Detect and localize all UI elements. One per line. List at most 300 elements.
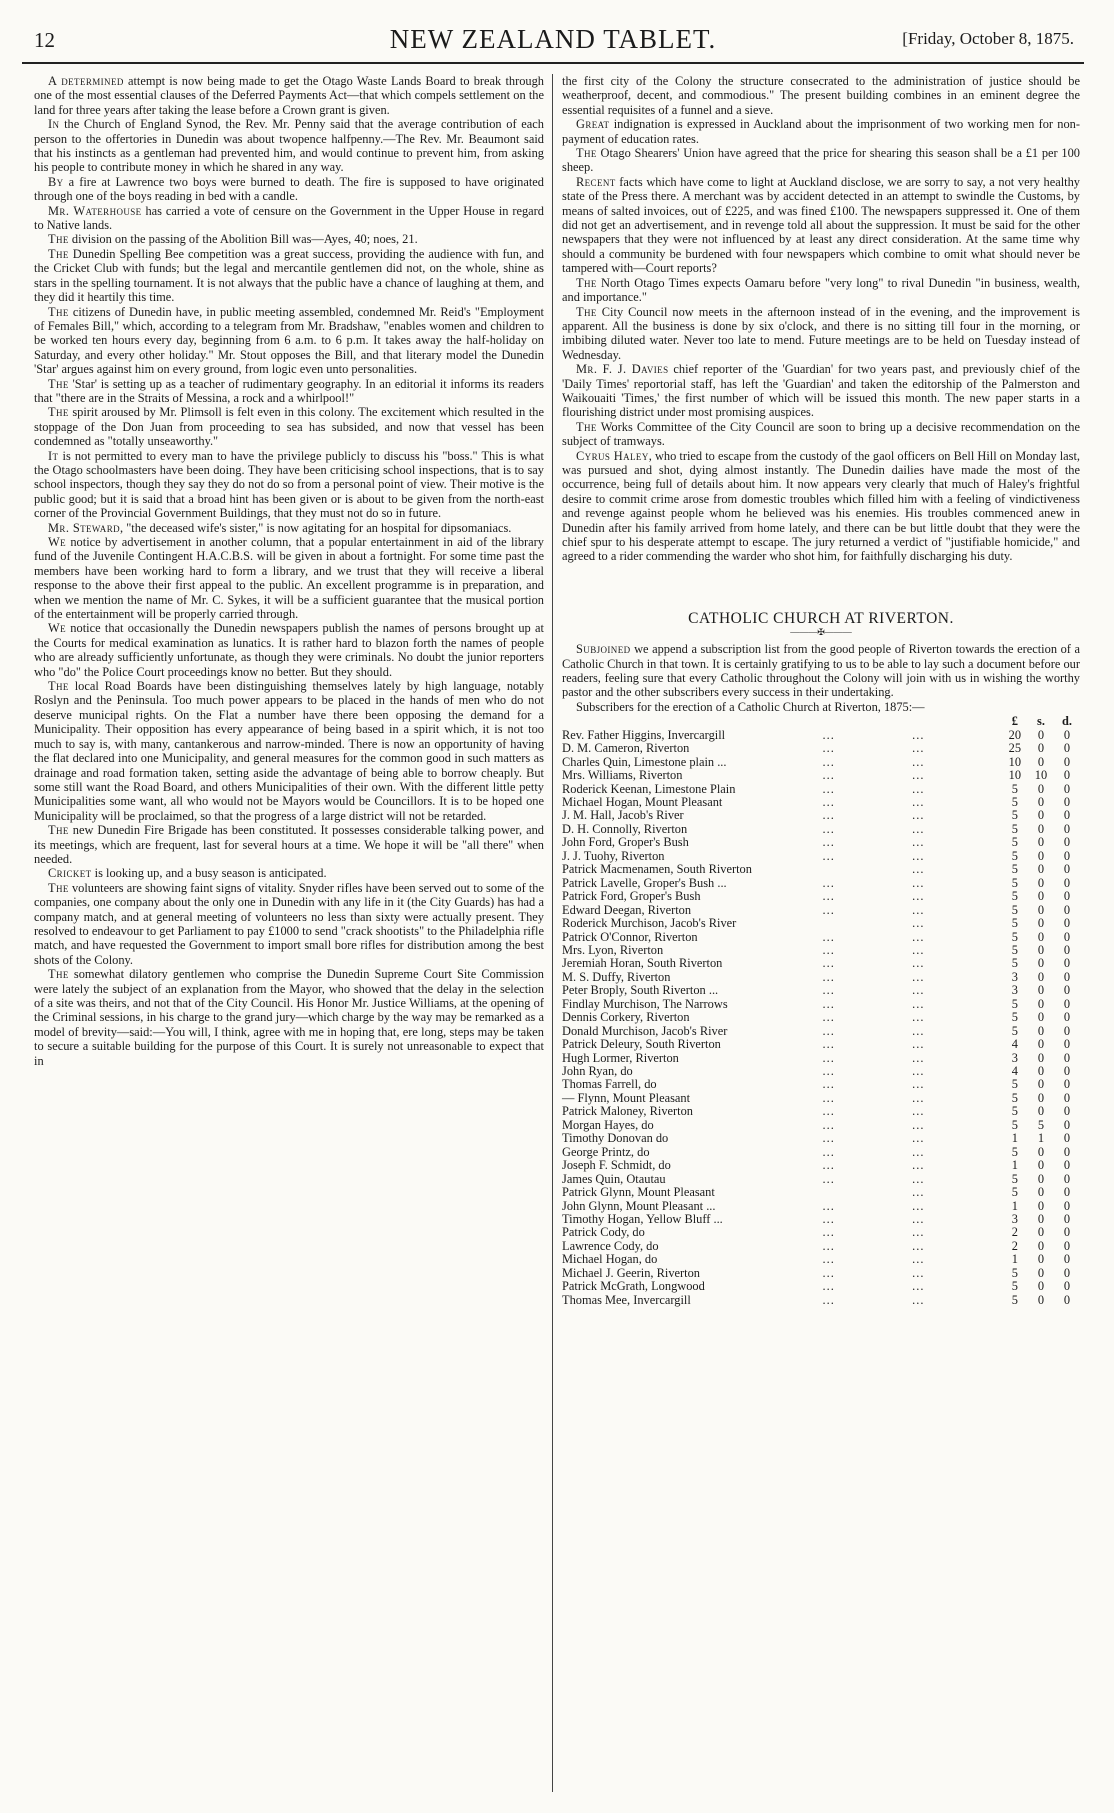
leader-dots: ... [912,781,925,796]
amount-pounds: 1 [1011,1198,1018,1213]
paragraph-text: , "the deceased wife's sister," is now agitating for an hospital for dipsomaniacs. [120,520,512,535]
subscriber-row [562,809,1080,822]
left-column [34,74,544,1792]
amount-pence: 0 [1063,835,1071,850]
amount-pence: 0 [1063,969,1071,984]
paragraph-text: division on the passing of the Abolition Bill was—Ayes, 40; noes, 21. [68,232,418,247]
paragraph-lead: The [48,405,69,420]
masthead-rule [22,62,1084,64]
shillings-header: s. [1037,714,1045,729]
newspaper-title: NEW ZEALAND TABLET. [389,24,717,54]
amount-pence: 0 [1063,1252,1071,1267]
subscriber-name: Thomas Mee, Invercargill [562,1292,691,1307]
amount-pence: 0 [1063,1144,1071,1159]
subscriber-name: Patrick Ford, Groper's Bush [562,889,701,904]
paragraph-text: somewhat dilatory gentlemen who comprise the Dunedin Supreme Court Site Commission were lately the subject of an explanation from the Mayor, who showed that the delay in the selection of a site was theirs, and not that of the City Council. His Honor Mr. Justice Williams, at the opening of the Criminal sessions, in his charge to the grand jury—which charge by the way may be remarked as a model of brevity—said:—You will, I think, agree with me in hoping that, ere long, steps may be taken to secure a suitable building for the purpose of this Court. It is surely not unreasonable to expect that in [34,967,544,1068]
subscriber-name: Edward Deegan, Riverton [562,902,692,917]
amount-pounds: 1 [1011,1158,1018,1173]
amount-pence: 0 [1063,821,1071,836]
leader-dots: ... [822,1252,835,1267]
subscriber-row [562,1173,1080,1186]
leader-dots: ... [912,794,925,809]
paragraph-lead: Mr. Steward [48,520,121,535]
amount-shillings: 0 [1037,1185,1045,1200]
subscriber-name: Rev. Father Higgins, Invercargill [562,727,726,742]
amount-pence: 0 [1063,1010,1071,1025]
subscriber-name: John Ford, Groper's Bush [562,835,689,850]
amount-pounds: 1 [1011,1252,1018,1267]
subscriber-name: J. M. Hall, Jacob's River [562,808,684,823]
subscriber-row [562,1253,1080,1266]
leader-dots: ... [912,916,925,931]
heading-ornament: ———✠——— [790,627,852,638]
leader-dots: ... [822,929,835,944]
leader-dots [823,863,913,876]
leader-dots: ... [912,1117,925,1132]
subscriber-row [562,944,1080,957]
amount-shillings: 1 [1037,1131,1045,1146]
subscriber-name: Mrs. Williams, Riverton [562,768,683,783]
amount-pence: 0 [1063,727,1071,742]
amount-pounds: 20 [1008,727,1022,742]
amount-pounds: 5 [1011,889,1018,904]
amount-shillings: 0 [1037,875,1045,890]
leader-dots: ... [912,848,925,863]
subscriber-name: — Flynn, Mount Pleasant [562,1090,691,1105]
amount-pounds: 5 [1011,1104,1018,1119]
paragraph-text: notice by advertisement in another column, that a popular entertainment in aid of the library fund of the Juvenile Contingent H.A.C.B.S. will be given in about a fortnight. For some time past the members have been working hard to form a library, and we trust that they will receive a liberal response to the above their first appeal to the public. An excellent programme is in preparation, and when we mention the name of Mr. C. Sykes, it will be a sufficient guarantee that the musical portion of the entertainment will be properly carried through. [34,535,544,622]
amount-pounds: 5 [1011,916,1018,931]
amount-shillings: 0 [1037,1212,1045,1227]
amount-pence: 0 [1063,848,1071,863]
paragraph-text: notice that occasionally the Dunedin newspapers publish the names of persons brought up at the Courts for medical examination as lunatics. It is rather hard to blazon forth the names of people who are already sufficiently unfortunate, as though they were criminals. No doubt the junior reporters who "do" the Police Court proceedings know no better. But they should. [34,621,544,679]
subscriber-row [562,877,1080,890]
paragraph [34,967,544,1068]
leader-dots: ... [912,1010,925,1025]
pence-header: d. [1062,714,1073,729]
leader-dots: ... [912,1225,925,1240]
paragraph-lead: A determined [48,74,124,88]
leader-dots: ... [912,1198,925,1213]
amount-pence: 0 [1063,956,1071,971]
leader-dots: ... [912,875,925,890]
subscriber-row [562,1025,1080,1038]
paragraph [34,866,544,880]
subscriber-row [562,850,1080,863]
amount-pence: 0 [1063,1225,1071,1240]
paragraph [34,881,544,967]
leader-dots: ... [822,942,835,957]
amount-pounds: 5 [1011,835,1018,850]
subscriber-name: Patrick McGrath, Longwood [562,1279,705,1294]
paragraph [34,117,544,175]
paragraph-text: City Council now meets in the afternoon instead of in the evening, and the improvement is apparent. All the business is done by six o'clock, and there is no sitting till four in the morning, or imbibing diluted water. Never too late to mend. Future meetings are to be held on Tuesday instead of Wednesday. [562,304,1080,362]
subscriber-row [562,1186,1080,1199]
leader-dots: ... [822,1104,835,1119]
amount-pence: 0 [1063,768,1071,783]
paragraph-text: indignation is expressed in Auckland about the imprisonment of two working men for non-payment of education rates. [562,117,1080,146]
leader-dots: ... [822,1292,835,1307]
amount-pounds: 5 [1011,1010,1018,1025]
paragraph-lead: The [48,376,69,391]
leader-dots: ... [822,1090,835,1105]
leader-dots: ... [822,1225,835,1240]
paragraph-text: has carried a vote of censure on the Government in the Upper House in regard to Native lands. [34,203,544,233]
subscriber-name: Michael Hogan, do [562,1252,658,1267]
leader-dots: ... [822,983,835,998]
paragraph-text: new Dunedin Fire Brigade has been constituted. It possesses considerable talking power, and its meetings, which are frequent, last for several hours at a time. We hope it will be "all there" when needed. [34,823,544,866]
amount-pounds: 5 [1011,942,1018,957]
paragraph-lead: The [576,146,597,161]
subscriber-row [562,1011,1080,1024]
leader-dots: ... [822,1265,835,1280]
leader-dots: ... [822,835,835,850]
leader-dots: ... [912,1090,925,1105]
leader-dots: ... [912,808,925,823]
paragraph-text: , who tried to escape from the custody of the gaol officers on Bell Hill on Monday last, was pursued and shot, dying almost instantly. The Dunedin dailies have made the most of the occurrence, being full of details about him. It now appears very clearly that much of Haley's frightful desire to commit crime arose from domestic troubles which filled him with a feeling of vindictiveness and revenge against people whom he believed was his enemies. His troubles commenced anew in Dunedin after his family arrived from home lately, and there can be but little doubt that they were the chief spur to his desperate attempt to escape. The jury returned a verdict of "justifiable homicide," and agreed to a rider commending the warder who shot him, for faithfully discharging his duty. [562,448,1080,564]
pounds-header: £ [1011,714,1018,729]
paragraph [562,305,1080,363]
leader-dots: ... [822,1010,835,1025]
paragraph-lead: The [576,275,597,290]
newspaper-page [22,22,1084,1792]
leader-dots: ... [822,1198,835,1213]
amount-shillings: 0 [1037,1023,1045,1038]
amount-shillings: 0 [1037,727,1045,742]
paragraph [34,175,544,204]
amount-pounds: 5 [1011,781,1018,796]
amount-shillings: 0 [1037,969,1045,984]
paragraph-text: local Road Boards have been distinguishing themselves lately by high language, notably Roslyn and the Peninsula. Too much power appears to be placed in the hands of men who do not deserve municipal rights. On the Flat a number have there been opposing the demand for a Municipality. Their opposition has every appearance of being based in a spirit which, it is not too much to say is, with many, cantankerous and narrow-minded. There is now an opportunity of having the flat declared into one Municipality, and general measures for the common good in such matters as drainage and road formation taken, setting aside the advantage of being able to borrow cheaply. But some still want the Road Board, and others Municipalities of their own. With the different little petty Municipalities some want, all who would not be Mayors would be Councillors. It is to be hoped one Municipality will be proclaimed, so that the progress of a large district will not be retarded. [34,679,544,823]
amount-pounds: 5 [1011,996,1018,1011]
paragraph-lead: The [576,304,597,319]
currency-header-row [562,715,1080,728]
leader-dots: ... [912,1265,925,1280]
subscriber-list-title: Subscribers for the erection of a Catholic Church at Riverton, 1875:— [576,699,925,714]
paragraph [34,74,544,117]
paragraph-text: chief reporter of the 'Guardian' for two years past, and previously chief of the 'Daily Times' reportorial staff, has left the 'Guardian' and taken the editorship of the Palmerston and Waikouaiti 'Times,' the first number of which will be issued this month. The new paper starts in a flourishing district under most promising auspices. [562,362,1080,420]
subscriber-name: Roderick Murchison, Jacob's River [562,916,737,931]
leader-dots: ... [912,1131,925,1146]
subscriber-row [562,863,1080,876]
leader-dots: ... [822,1158,835,1173]
subscriber-row [562,1240,1080,1253]
amount-pounds: 10 [1008,754,1022,769]
amount-shillings: 0 [1037,1144,1045,1159]
leader-dots: ... [912,929,925,944]
amount-pence: 0 [1063,754,1071,769]
amount-pounds: 5 [1011,794,1018,809]
leader-dots: ... [912,1077,925,1092]
leader-dots: ... [822,889,835,904]
amount-shillings: 0 [1037,848,1045,863]
right-column [562,74,1080,1792]
leader-dots: ... [822,794,835,809]
paragraph [34,377,544,406]
amount-shillings: 0 [1037,1090,1045,1105]
subscriber-row [562,1052,1080,1065]
amount-pence: 0 [1063,942,1071,957]
amount-shillings: 0 [1037,835,1045,850]
amount-pounds: 5 [1011,875,1018,890]
amount-shillings: 0 [1037,808,1045,823]
leader-dots: ... [822,1077,835,1092]
amount-pence: 0 [1063,808,1071,823]
paragraph [34,305,544,377]
amount-pence: 0 [1063,983,1071,998]
columns [22,74,1084,1792]
subscriber-row [562,1146,1080,1159]
subscriber-name: D. H. Connolly, Riverton [562,821,688,836]
leader-dots: ... [912,1252,925,1267]
paragraph-lead: The [48,967,69,982]
amount-pounds: 5 [1011,862,1018,877]
paragraph-lead: It [48,448,59,463]
amount-pence: 0 [1063,1050,1071,1065]
subscriber-row [562,1280,1080,1293]
leader-dots [823,917,913,930]
leader-dots: ... [912,1292,925,1307]
leader-dots: ... [912,1279,925,1294]
paragraph-lead: We [48,535,66,549]
subscriber-row [562,769,1080,782]
paragraph-lead: By [48,174,64,189]
leader-dots: ... [822,1037,835,1052]
amount-pounds: 3 [1011,1050,1018,1065]
amount-pence: 0 [1063,794,1071,809]
amount-shillings: 0 [1037,1252,1045,1267]
amount-shillings: 0 [1037,996,1045,1011]
leader-dots: ... [912,835,925,850]
leader-dots: ... [822,969,835,984]
subscriber-name: Morgan Hayes, do [562,1117,654,1132]
amount-pounds: 2 [1011,1225,1018,1240]
section-intro-text: we append a subscription list from the good people of Riverton towards the erection of a Catholic Church in that town. It is certainly gratifying to us to be able to lay such a document before our readers, feeling sure that every Catholic throughout the Colony will join with us in wishing the worthy pastor and the other subscribers every success in their undertaking. [562,642,1080,700]
leader-dots: ... [912,768,925,783]
amount-shillings: 0 [1037,929,1045,944]
paragraph [562,146,1080,175]
leader-dots: ... [822,956,835,971]
paragraph-lead: The [48,823,69,838]
paragraph-lead: The [48,304,69,319]
leader-dots: ... [822,1023,835,1038]
paragraph [34,449,544,521]
subscriber-name: Joseph F. Schmidt, do [562,1158,671,1173]
amount-shillings: 0 [1037,1265,1045,1280]
amount-pounds: 2 [1011,1238,1018,1253]
amount-shillings: 0 [1037,1158,1045,1173]
amount-pence: 0 [1063,1117,1071,1132]
amount-shillings: 0 [1037,1104,1045,1119]
amount-pounds: 5 [1011,1023,1018,1038]
amount-shillings: 0 [1037,1279,1045,1294]
leader-dots: ... [912,1238,925,1253]
amount-pence: 0 [1063,862,1071,877]
leader-dots: ... [912,942,925,957]
amount-pence: 0 [1063,996,1071,1011]
amount-pence: 0 [1063,1037,1071,1052]
leader-dots: ... [822,875,835,890]
amount-shillings: 0 [1037,916,1045,931]
subscriber-row [562,890,1080,903]
leader-dots: ... [822,741,835,756]
page-number: 12 [34,28,55,52]
amount-pence: 0 [1063,1104,1071,1119]
amount-shillings: 0 [1037,1198,1045,1213]
subscriber-row [562,1065,1080,1078]
subscriber-name: Patrick Lavelle, Groper's Bush ... [562,875,727,890]
amount-pounds: 5 [1011,1292,1018,1307]
paragraph-lead: Mr. Waterhouse [48,203,142,218]
paragraph [562,362,1080,420]
amount-pence: 0 [1063,929,1071,944]
paragraph-lead: Mr. F. J. Davies [576,362,669,377]
leader-dots: ... [822,821,835,836]
subscriber-row [562,796,1080,809]
paragraph [562,175,1080,276]
paragraph [34,405,544,448]
subscriber-name: Mrs. Lyon, Riverton [562,942,664,957]
amount-pence: 0 [1063,1158,1071,1173]
amount-pounds: 5 [1011,1265,1018,1280]
amount-pounds: 5 [1011,1171,1018,1186]
subscriber-row [562,1267,1080,1280]
paragraph-text: is looking up, and a busy season is anticipated. [91,866,327,881]
leader-dots: ... [912,889,925,904]
amount-pounds: 5 [1011,848,1018,863]
leader-dots: ... [912,727,925,742]
subscriber-name: M. S. Duffy, Riverton [562,969,671,984]
amount-pounds: 5 [1011,1185,1018,1200]
subscriber-name: Patrick O'Connor, Riverton [562,929,698,944]
amount-shillings: 0 [1037,1077,1045,1092]
leader-dots: ... [822,1171,835,1186]
amount-shillings: 0 [1037,1171,1045,1186]
leader-dots: ... [912,1158,925,1173]
subscriber-row [562,1226,1080,1239]
subscriber-name: J. J. Tuohy, Riverton [562,848,665,863]
subscriber-name: Hugh Lormer, Riverton [562,1050,679,1065]
subscriber-name: John Ryan, do [562,1064,633,1079]
paragraph-lead: The [48,679,69,694]
subscriber-name: Roderick Keenan, Limestone Plain [562,781,736,796]
leader-dots: ... [822,781,835,796]
amount-pence: 0 [1063,1131,1071,1146]
leader-dots: ... [912,1144,925,1159]
subscriber-row [562,1105,1080,1118]
amount-pence: 0 [1063,741,1071,756]
paragraph [562,420,1080,449]
leader-dots: ... [822,1238,835,1253]
subscriber-row [562,1294,1080,1307]
amount-pence: 0 [1063,1265,1071,1280]
paragraph-text: Works Committee of the City Council are soon to bring up a decisive recommendation on the subject of tramways. [562,419,1080,449]
paragraph [34,823,544,866]
amount-pounds: 25 [1008,741,1022,756]
subscriber-name: Patrick Glynn, Mount Pleasant [562,1185,715,1200]
amount-shillings: 0 [1037,754,1045,769]
subscriber-name: George Printz, do [562,1144,650,1159]
leader-dots: ... [822,1050,835,1065]
subscriber-row [562,931,1080,944]
paragraph-text: the Church of England Synod, the Rev. Mr. Penny said that the average contribution of each person to the offertories in Dunedin was about twopence halfpenny.—The Rev. Mr. Beaumont said that his instincts as a gentleman had prevented him, and would continue to prevent him, from asking his people to contribute money in which he shared in any way. [34,117,544,175]
leader-dots [823,1186,913,1199]
subscriber-row [562,823,1080,836]
amount-pounds: 3 [1011,969,1018,984]
amount-pence: 0 [1063,1212,1071,1227]
amount-shillings: 0 [1037,1064,1045,1079]
paragraph-lead: The [48,246,69,261]
leader-dots: ... [912,1185,925,1200]
amount-pence: 0 [1063,781,1071,796]
amount-pence: 0 [1063,889,1071,904]
amount-shillings: 0 [1037,902,1045,917]
paragraph-text: is not permitted to every man to have the privilege publicly to discuss his "boss." This is what the Otago schoolmasters have been doing. They have been criticising school inspections, that is to say school inspectors, though they say they do not do so from a personal point of view. Their motive is the public good; but it is said that a broad hint has been given or is about to be given from the north-east corner of the Provincial Government Buildings, that they must not do so in future. [34,448,544,521]
amount-pence: 0 [1063,1171,1071,1186]
masthead [22,22,1084,56]
subscriber-row [562,742,1080,755]
amount-shillings: 0 [1037,1225,1045,1240]
paragraph-text: attempt is now being made to get the Otago Waste Lands Board to break through one of the most essential clauses of the Deferred Payments Act—that which compels settlement on the land for three years after taking the lease before a Crown grant is given. [34,74,544,117]
amount-pounds: 10 [1008,768,1022,783]
amount-pence: 0 [1063,916,1071,931]
subscriber-name: Lawrence Cody, do [562,1238,659,1253]
subscriber-name: Patrick Macmenamen, South Riverton [562,862,752,877]
subscriber-row [562,729,1080,742]
subscriber-row [562,756,1080,769]
amount-shillings: 0 [1037,1292,1045,1307]
subscriber-name: John Glynn, Mount Pleasant ... [562,1198,716,1213]
leader-dots: ... [912,1171,925,1186]
amount-pence: 0 [1063,1064,1071,1079]
amount-shillings: 0 [1037,1037,1045,1052]
amount-pence: 0 [1063,1077,1071,1092]
subscriber-row [562,984,1080,997]
subscriber-name: Peter Broply, South Riverton ... [562,983,719,998]
amount-shillings: 0 [1037,983,1045,998]
amount-shillings: 0 [1037,794,1045,809]
amount-pounds: 3 [1011,1212,1018,1227]
amount-shillings: 0 [1037,942,1045,957]
leader-dots: ... [822,1212,835,1227]
leader-dots: ... [912,754,925,769]
paragraph [34,621,544,679]
subscriber-row [562,998,1080,1011]
subscriber-name: Michael J. Geerin, Riverton [562,1265,700,1280]
paragraph [562,276,1080,305]
paragraph-text: spirit aroused by Mr. Plimsoll is felt even in this colony. The excitement which resulted in the stoppage of the Don Juan from proceeding to sea has subsided, and now that vessel has been condemned as "totally unseaworthy." [34,405,544,449]
amount-pence: 0 [1063,1090,1071,1105]
paragraph-text: Dunedin Spelling Bee competition was a great success, providing the audience with fun, and the Cricket Club with funds; but the legal and mercantile gentlemen did not, on the whole, shine as stars in the spelling tournament. It is not always that the public have a chance of laughing at them, and they did it heartily this time. [34,246,544,305]
amount-shillings: 0 [1037,781,1045,796]
paragraph [34,204,544,233]
subscriber-row [562,1119,1080,1132]
leader-dots: ... [822,996,835,1011]
amount-pounds: 5 [1011,956,1018,971]
subscriber-row [562,971,1080,984]
column-divider [552,74,553,1792]
leader-dots: ... [912,996,925,1011]
section-intro [562,642,1080,700]
subscriber-row [562,917,1080,930]
amount-shillings: 0 [1037,1050,1045,1065]
leader-dots: ... [822,808,835,823]
amount-pounds: 5 [1011,1090,1018,1105]
leader-dots: ... [912,969,925,984]
leader-dots: ... [822,1064,835,1079]
paragraph-lead: In [48,117,60,132]
amount-pence: 0 [1063,1023,1071,1038]
